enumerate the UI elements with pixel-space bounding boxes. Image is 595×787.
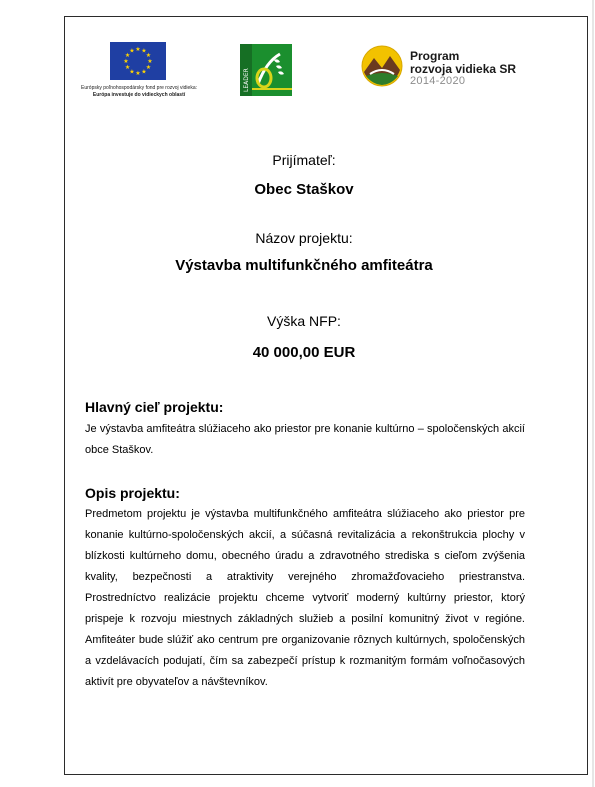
svg-text:★: ★ <box>135 70 141 77</box>
svg-text:★: ★ <box>141 47 147 55</box>
scrollbar-edge <box>592 0 594 787</box>
grant-amount-label: Výška NFP: <box>267 313 341 329</box>
svg-text:★: ★ <box>145 64 152 71</box>
grant-amount-value: 40 000,00 EUR <box>252 344 356 361</box>
description-title: Opis projektu: <box>85 485 180 501</box>
svg-text:★: ★ <box>124 64 131 71</box>
program-line1: Program <box>410 49 460 63</box>
leader-text: LEADER <box>243 68 250 92</box>
leader-logo-icon <box>240 44 292 96</box>
rural-landscape-emblem-icon <box>360 44 404 88</box>
eu-flag-icon <box>110 42 166 80</box>
svg-text:★: ★ <box>135 46 141 53</box>
eu-caption-line2: Európa investuje do vidieckych oblastí <box>92 92 186 98</box>
goal-title: Hlavný cieľ projektu: <box>85 399 224 415</box>
svg-text:★: ★ <box>147 58 153 65</box>
svg-text:★: ★ <box>129 68 135 76</box>
eu-caption-line1: Európsky poľnohospodársky fond pre rozvoj vidieka: <box>81 85 197 91</box>
recipient-value: Obec Staškov <box>254 181 354 198</box>
project-name-label: Názov projektu: <box>255 230 353 246</box>
description-text: Predmetom projektu je výstavba multifunkčného amfiteátra slúžiaceho ako priestor pre konanie kultúrno-spoločenských akcií, a súčasná revitalizácia a rekonštrukcia plochy v blízkosti kultúrneho domu, obecného úradu a zdravotného strediska s cieľom zvýšenia kvality, bezpečnosti a atraktivity verejného zhromažďovacieho priestranstva. Prostredníctvo realizácie projektu chceme vytvoriť moderný kultúrny priestor, ktorý prispeje k rozvoju miestnych základných služieb a posilní komunitný život v regióne. Amfiteáter bude slúžiť ako centrum pre organizovanie rôznych kultúrnych, spoločenských a vzdelávacích podujatí, čím sa zabezpečí prístup k rozmanitým formám voľnočasových aktivít pre obyvateľov a návštevníkov. <box>85 508 525 688</box>
program-rozvoja-vidieka-logo <box>360 44 550 88</box>
svg-text:★: ★ <box>123 58 129 65</box>
svg-text:★: ★ <box>129 47 135 55</box>
goal-text: Je výstavba amfiteátra slúžiaceho ako priestor pre konanie kultúrno – spoločenských akcií obce Staškov. <box>85 423 525 456</box>
svg-text:★: ★ <box>124 52 131 59</box>
project-name-value: Výstavba multifunkčného amfiteátra <box>175 257 433 274</box>
program-years: 2014-2020 <box>410 75 466 87</box>
svg-text:★: ★ <box>141 68 147 76</box>
svg-text:★: ★ <box>145 52 152 59</box>
recipient-label: Prijímateľ: <box>272 152 336 168</box>
eu-fund-logo <box>69 40 209 100</box>
program-line2: rozvoja vidieka SR <box>410 62 517 76</box>
